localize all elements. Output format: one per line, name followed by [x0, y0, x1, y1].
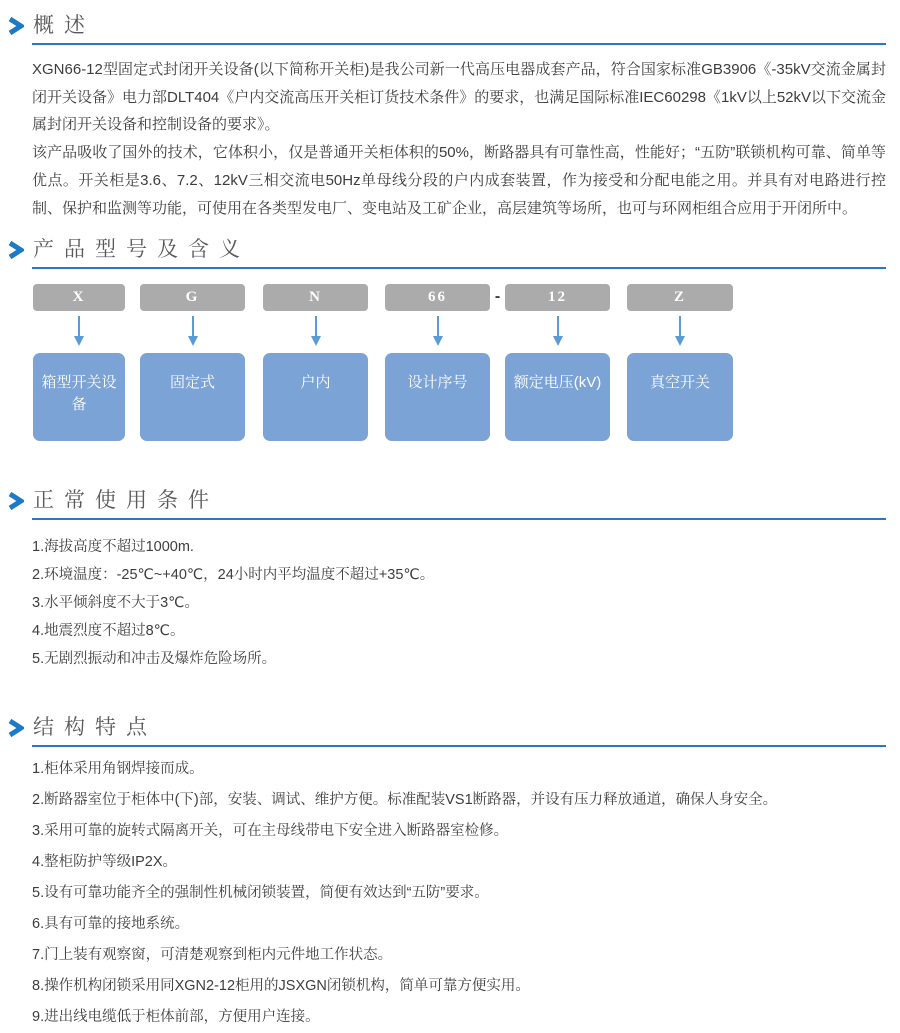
list-item: 6.具有可靠的接地系统。	[32, 916, 190, 933]
model-code-column	[140, 284, 245, 441]
section-title: 正常使用条件	[33, 489, 219, 513]
list-item: 2.环境温度：-25℃~+40℃，24小时内平均温度不超过+35℃。	[32, 567, 435, 584]
model-code-separator: -	[494, 288, 501, 306]
section-title: 结构特点	[33, 716, 157, 740]
model-meaning-box: 设计序号	[385, 353, 490, 441]
section-divider	[32, 518, 886, 520]
list-item: 8.操作机构闭锁采用同XGN2-12柜用的JSXGN闭锁机构，简单可靠方便实用。	[32, 978, 530, 995]
list-item: 5.无剧烈振动和冲击及爆炸危险场所。	[32, 651, 277, 668]
overview-text	[32, 56, 886, 222]
model-meaning-box: 额定电压(kV)	[505, 353, 610, 441]
model-code-column	[263, 284, 368, 441]
list-item: 4.地震烈度不超过8℃。	[32, 623, 185, 640]
list-item: 1.海拔高度不超过1000m.	[32, 539, 194, 556]
model-code-box: 66	[385, 284, 490, 311]
model-code-box: Z	[627, 284, 733, 311]
model-code-box: X	[33, 284, 125, 311]
overview-paragraph: 该产品吸收了国外的技术，它体积小，仅是普通开关柜体积的50%，断路器具有可靠性高，性能好；“五防”联锁机构可靠、简单等优点。开关柜是3.6、7.2、12kV三相交流电50Hz单母线分段的户内成套装置，作为接受和分配电能之用。并具有对电路进行控制、保护和监测等功能，可使用在各类型发电厂、变电站及工矿企业，高层建筑等场所，也可与环网柜组合应用于开闭所中。	[32, 144, 886, 217]
list-item: 3.采用可靠的旋转式隔离开关，可在主母线带电下安全进入断路器室检修。	[32, 823, 509, 840]
list-item: 7.门上装有观察窗，可清楚观察到柜内元件地工作状态。	[32, 947, 393, 964]
section-operating-conditions	[0, 488, 900, 673]
features-list	[32, 754, 886, 1033]
section-header	[7, 488, 886, 513]
down-arrow-icon	[431, 316, 445, 346]
model-code-box: N	[263, 284, 368, 311]
down-arrow-icon	[551, 316, 565, 346]
model-meaning-box: 真空开关	[627, 353, 733, 441]
model-code-column	[385, 284, 490, 441]
down-arrow-icon	[72, 316, 86, 346]
section-header	[7, 715, 886, 740]
section-divider	[32, 267, 886, 269]
section-structure-features	[0, 715, 900, 1033]
down-arrow-icon	[309, 316, 323, 346]
chevron-right-icon	[7, 241, 24, 259]
model-meaning-box: 箱型开关设备	[33, 353, 125, 441]
model-code-box: 12	[505, 284, 610, 311]
chevron-right-icon	[7, 719, 24, 737]
section-title: 概述	[33, 14, 95, 37]
model-code-column	[627, 284, 733, 441]
section-header	[7, 237, 886, 262]
list-item: 2.断路器室位于柜体中(下)部，安装、调试、维护方便。标准配装VS1断路器，并设有压力释放通道，确保人身安全。	[32, 792, 778, 809]
conditions-list	[32, 533, 886, 673]
section-overview	[0, 0, 900, 222]
model-code-column	[33, 284, 125, 441]
section-divider	[32, 745, 886, 747]
list-item: 4.整柜防护等级IP2X。	[32, 854, 178, 871]
section-divider	[32, 43, 886, 45]
section-model-meaning	[0, 237, 900, 456]
chevron-right-icon	[7, 17, 24, 35]
model-code-diagram	[0, 284, 900, 456]
list-item: 3.水平倾斜度不大于3℃。	[32, 595, 199, 612]
model-code-box: G	[140, 284, 245, 311]
list-item: 9.进出线电缆低于柜体前部，方便用户连接。	[32, 1009, 320, 1026]
section-header	[7, 13, 886, 38]
section-title: 产品型号及含义	[33, 238, 250, 262]
chevron-right-icon	[7, 492, 24, 510]
model-code-column	[505, 284, 610, 441]
down-arrow-icon	[186, 316, 200, 346]
model-meaning-box: 固定式	[140, 353, 245, 441]
down-arrow-icon	[673, 316, 687, 346]
overview-paragraph: XGN66-12型固定式封闭开关设备(以下简称开关柜)是我公司新一代高压电器成套产品，符合国家标准GB3906《-35kV交流金属封闭开关设备》电力部DLT404《户内交流高压开关柜订货技术条件》的要求，也满足国际标准IEC60298《1kV以上52kV以下交流金属封闭开关设备和控制设备的要求》。	[32, 61, 887, 134]
list-item: 5.设有可靠功能齐全的强制性机械闭锁装置，简便有效达到“五防”要求。	[32, 885, 489, 902]
model-meaning-box: 户内	[263, 353, 368, 441]
list-item: 1.柜体采用角钢焊接而成。	[32, 761, 204, 778]
